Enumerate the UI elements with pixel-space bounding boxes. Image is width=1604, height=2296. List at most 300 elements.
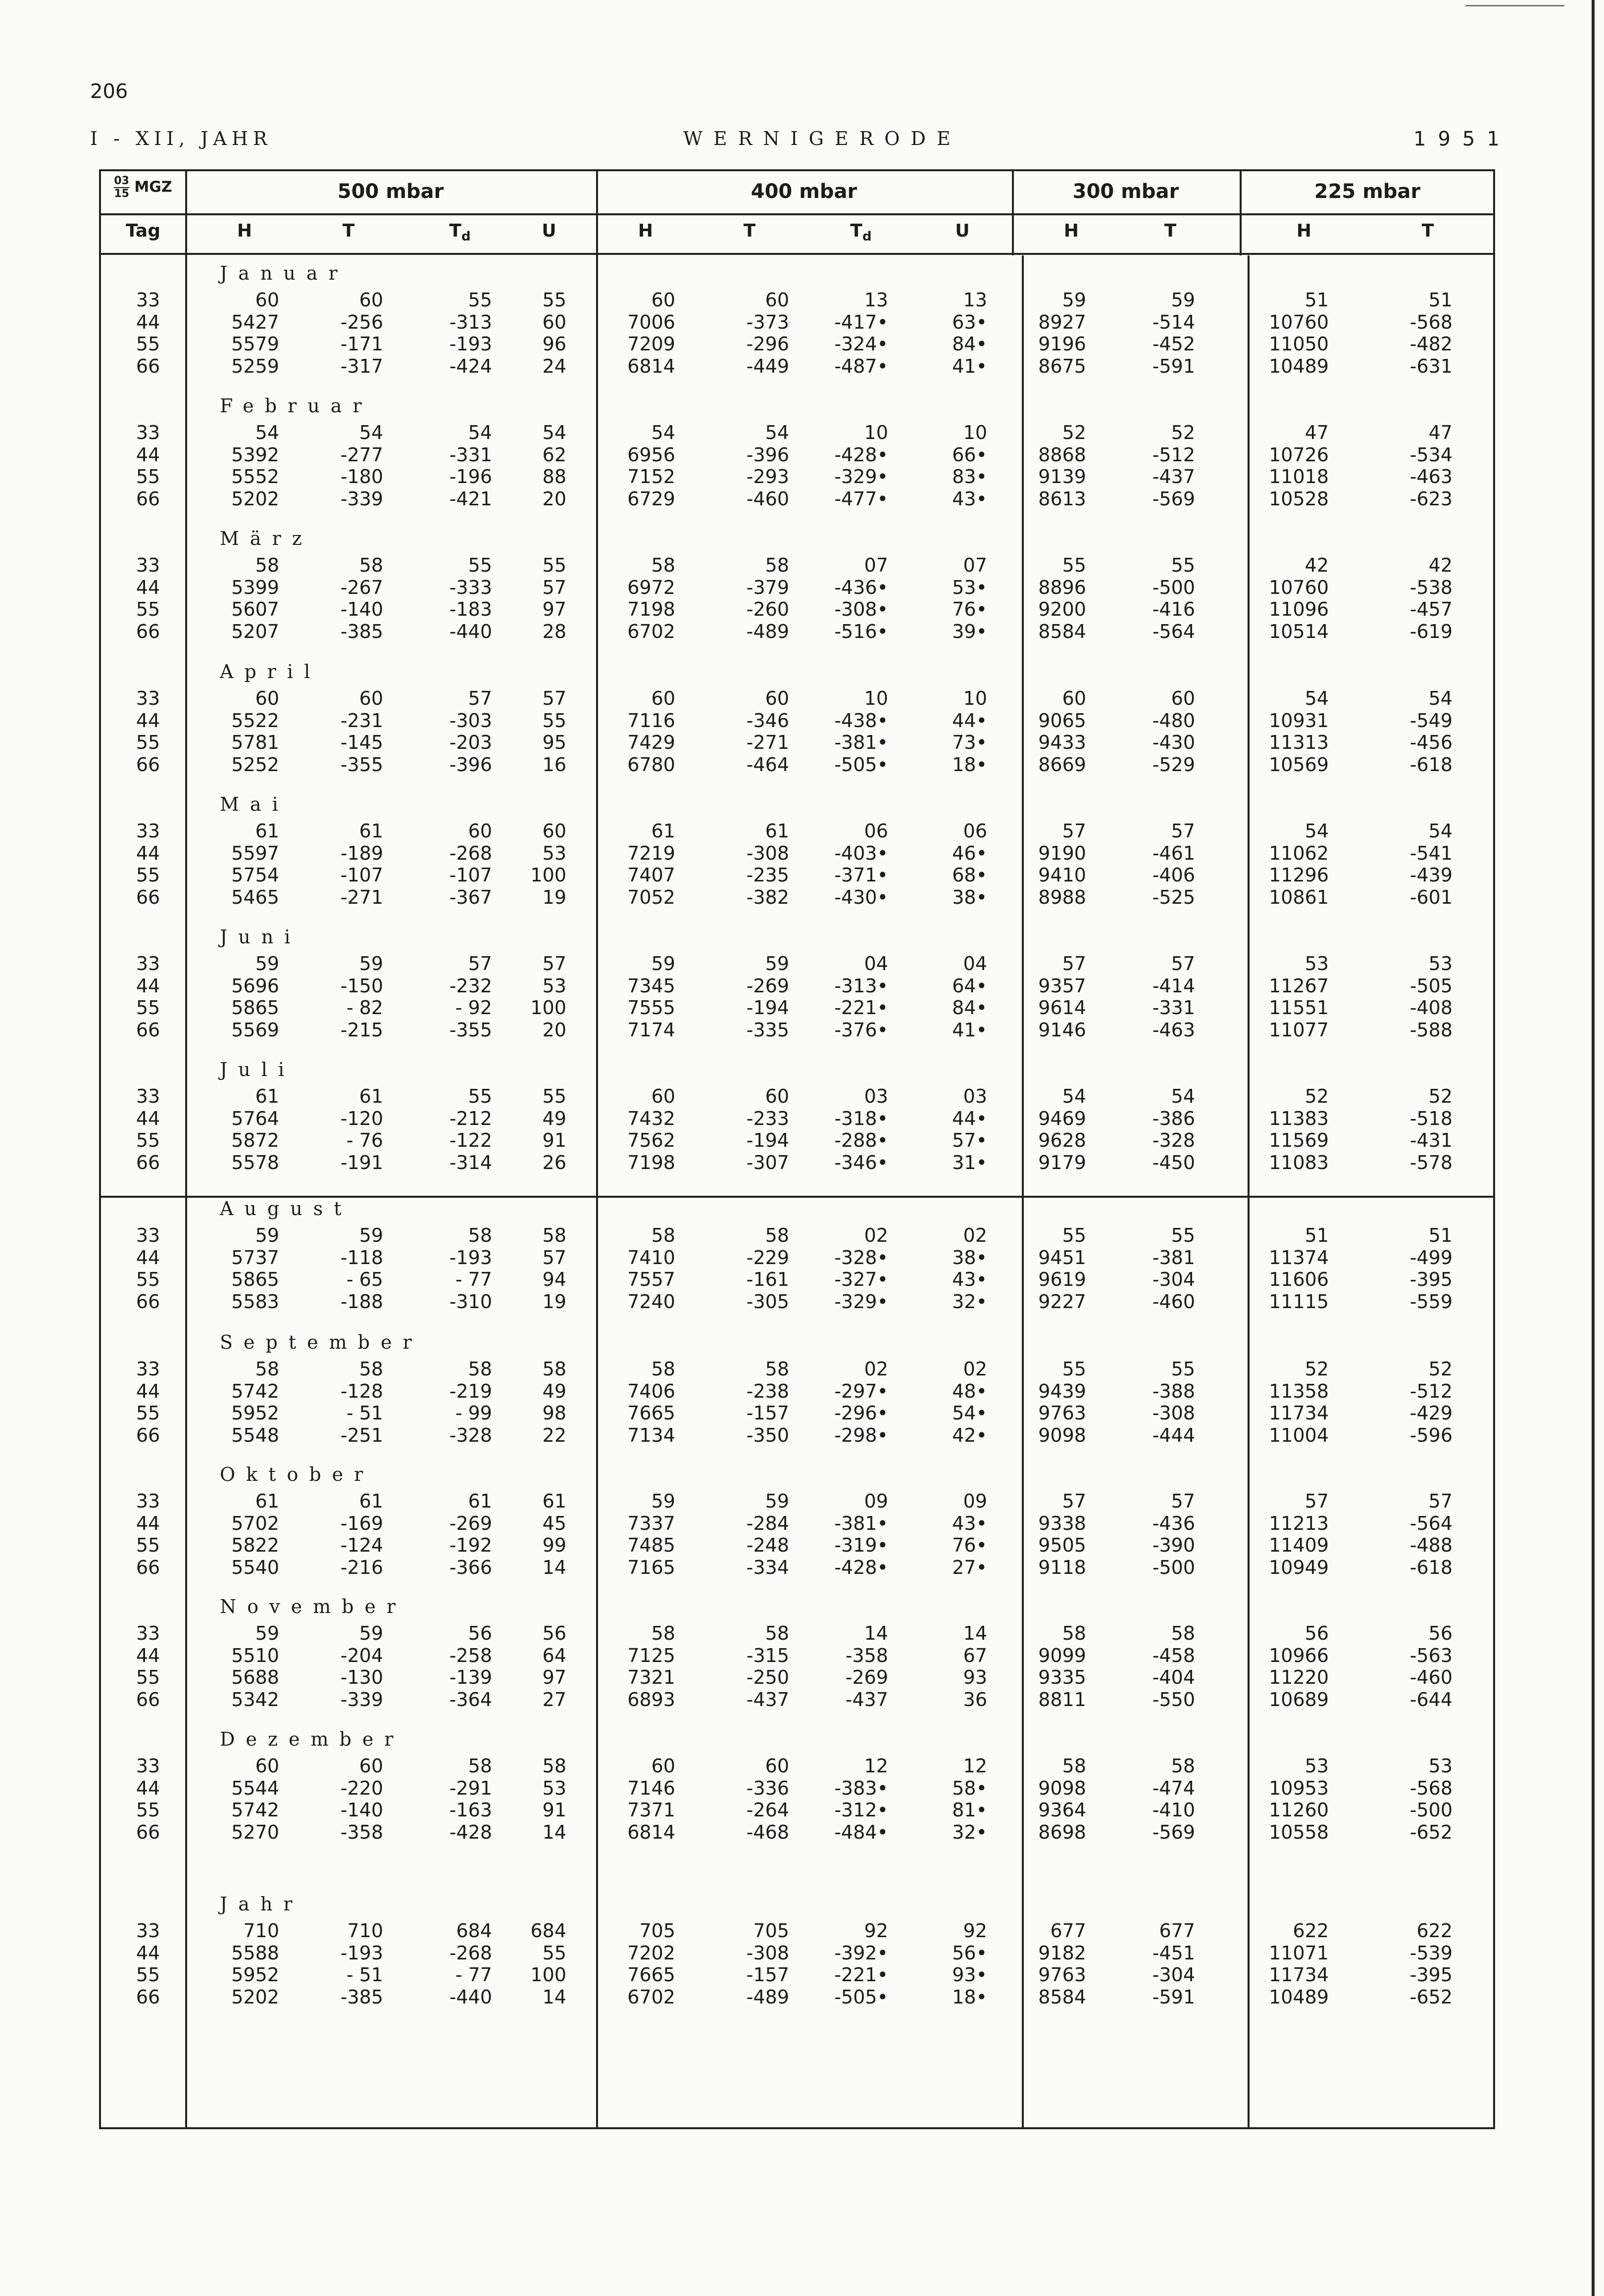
table-cell: 7410: [627, 1246, 675, 1269]
table-cell: -293: [746, 466, 789, 488]
table-cell: 5510: [231, 1644, 279, 1666]
table-cell: 57: [542, 1246, 566, 1269]
table-cell: 7240: [627, 1290, 675, 1313]
table-cell: 705: [639, 1920, 675, 1942]
table-cell: 9619: [1038, 1269, 1086, 1290]
column-header: [430, 221, 490, 244]
table-cell: -652: [1409, 1821, 1453, 1843]
table-cell: -428•: [834, 1556, 888, 1578]
table-cell: -591: [1152, 355, 1195, 377]
table-cell: -538: [1409, 576, 1453, 598]
table-cell: 9628: [1038, 1129, 1086, 1151]
table-cell: -484•: [834, 1821, 888, 1843]
table-cell: 58: [255, 554, 279, 576]
table-cell: 61: [255, 820, 279, 842]
table-cell: 57: [542, 576, 566, 598]
table-cell: 9763: [1038, 1402, 1086, 1424]
table-cell: 8896: [1038, 576, 1086, 598]
table-cell: 58•: [952, 1777, 987, 1799]
table-cell: -229: [746, 1246, 789, 1269]
row-tag: 66: [136, 753, 160, 776]
table-cell: 06: [864, 820, 888, 842]
table-cell: 60: [765, 687, 789, 709]
table-cell: -379: [746, 576, 789, 598]
table-cell: - 99: [455, 1402, 492, 1424]
table-cell: 58: [359, 554, 383, 576]
table-cell: 54: [1428, 687, 1453, 709]
table-cell: 710: [243, 1920, 279, 1942]
table-cell: 11096: [1269, 598, 1329, 620]
table-cell: 58: [359, 1358, 383, 1380]
table-cell: 58: [255, 1358, 279, 1380]
month-label: Februar: [220, 395, 373, 417]
table-cell: 53•: [952, 576, 987, 598]
table-cell: -304: [1152, 1269, 1195, 1290]
table-cell: -500: [1409, 1799, 1453, 1821]
table-cell: -308: [746, 1942, 789, 1964]
table-cell: -436: [1152, 1512, 1195, 1534]
table-cell: 07: [963, 554, 987, 576]
table-cell: 55: [542, 554, 566, 576]
table-cell: 58: [1171, 1755, 1195, 1777]
table-cell: -619: [1409, 620, 1453, 642]
table-cell: 57: [1062, 953, 1086, 975]
table-cell: 7485: [627, 1534, 675, 1556]
table-cell: 54: [1304, 820, 1329, 842]
table-cell: 7174: [627, 1019, 675, 1041]
table-cell: -564: [1152, 620, 1195, 642]
table-cell: -269: [449, 1512, 492, 1534]
table-cell: 11313: [1269, 732, 1329, 753]
table-cell: -157: [746, 1964, 789, 1986]
table-cell: 02: [963, 1358, 987, 1380]
row-tag: 44: [136, 1512, 160, 1534]
table-cell: 94: [542, 1269, 566, 1290]
table-cell: -525: [1152, 886, 1195, 908]
table-cell: 45: [542, 1512, 566, 1534]
column-header: U: [542, 221, 556, 241]
table-cell: -430: [1152, 732, 1195, 753]
row-tag: 66: [136, 1688, 160, 1710]
table-cell: 59: [255, 1622, 279, 1644]
row-tag: 33: [136, 953, 160, 975]
table-cell: 6814: [627, 355, 675, 377]
table-cell: 7202: [627, 1942, 675, 1964]
table-cell: 93: [963, 1666, 987, 1688]
table-cell: 54: [255, 422, 279, 443]
row-tag: 33: [136, 1358, 160, 1380]
table-cell: 68•: [952, 864, 987, 886]
table-cell: 5465: [231, 886, 279, 908]
table-cell: -256: [340, 311, 383, 333]
table-cell: 5259: [231, 355, 279, 377]
table-cell: -550: [1152, 1688, 1195, 1710]
table-cell: 56•: [952, 1942, 987, 1964]
table-cell: 10: [864, 422, 888, 443]
table-cell: 88: [542, 466, 566, 488]
table-cell: -350: [746, 1424, 789, 1446]
table-cell: -623: [1409, 488, 1453, 510]
table-cell: -140: [340, 1799, 383, 1821]
table-cell: 18•: [952, 1986, 987, 2008]
table-cell: 61: [359, 820, 383, 842]
table-cell: 10949: [1269, 1556, 1329, 1578]
table-cell: -383•: [834, 1777, 888, 1799]
table-cell: -456: [1409, 732, 1453, 753]
row-tag: 33: [136, 289, 160, 311]
table-cell: 8584: [1038, 1986, 1086, 2008]
table-cell: 6729: [627, 488, 675, 510]
table-cell: 7321: [627, 1666, 675, 1688]
header-period: I - XII, JAHR: [90, 128, 272, 149]
table-cell: -191: [340, 1151, 383, 1173]
table-cell: -518: [1409, 1107, 1453, 1129]
table-cell: 11004: [1269, 1424, 1329, 1446]
table-cell: 93•: [952, 1964, 987, 1986]
table-cell: -303: [449, 709, 492, 732]
table-cell: 04: [963, 953, 987, 975]
table-cell: 60: [359, 289, 383, 311]
table-cell: 52: [1428, 1085, 1453, 1107]
table-cell: 57: [1062, 820, 1086, 842]
table-cell: 5822: [231, 1534, 279, 1556]
table-cell: 5781: [231, 732, 279, 753]
table-cell: - 65: [346, 1269, 383, 1290]
table-cell: 13: [963, 289, 987, 311]
table-cell: 57•: [952, 1129, 987, 1151]
header-year: 1951: [1413, 128, 1511, 150]
table-cell: 42: [1428, 554, 1453, 576]
table-cell: 58: [651, 1622, 675, 1644]
table-cell: 54: [468, 422, 492, 443]
table-cell: 9065: [1038, 709, 1086, 732]
table-cell: 7337: [627, 1512, 675, 1534]
table-cell: 54: [1171, 1085, 1195, 1107]
table-cell: -440: [449, 1986, 492, 2008]
table-cell: 7198: [627, 1151, 675, 1173]
table-cell: -238: [746, 1380, 789, 1402]
table-cell: -404: [1152, 1666, 1195, 1688]
table-cell: 54: [359, 422, 383, 443]
table-cell: 47: [1304, 422, 1329, 443]
month-label: Mai: [220, 793, 289, 815]
td-letter: T: [449, 221, 461, 241]
table-cell: -268: [449, 1942, 492, 1964]
row-tag: 44: [136, 1107, 160, 1129]
table-cell: 10514: [1269, 620, 1329, 642]
table-cell: 5579: [231, 333, 279, 355]
table-cell: -428: [449, 1821, 492, 1843]
row-tag: 44: [136, 975, 160, 997]
table-cell: 9410: [1038, 864, 1086, 886]
table-cell: 58: [468, 1224, 492, 1246]
table-cell: -331: [449, 443, 492, 466]
table-cell: 02: [963, 1224, 987, 1246]
table-cell: 57: [468, 953, 492, 975]
table-cell: -477•: [834, 488, 888, 510]
table-cell: 51: [1428, 1224, 1453, 1246]
row-tag: 66: [136, 886, 160, 908]
table-cell: 67: [963, 1644, 987, 1666]
table-cell: -339: [340, 1688, 383, 1710]
table-cell: -429: [1409, 1402, 1453, 1424]
table-cell: -122: [449, 1129, 492, 1151]
table-cell: -107: [449, 864, 492, 886]
table-cell: 76•: [952, 1534, 987, 1556]
table-cell: -371•: [834, 864, 888, 886]
table-cell: 10558: [1269, 1821, 1329, 1843]
row-tag: 55: [136, 1799, 160, 1821]
table-cell: 52: [1062, 422, 1086, 443]
table-cell: 53: [1304, 1755, 1329, 1777]
table-cell: -618: [1409, 1556, 1453, 1578]
table-cell: -193: [449, 333, 492, 355]
table-cell: 11551: [1269, 997, 1329, 1019]
table-cell: 73•: [952, 732, 987, 753]
table-cell: 59: [651, 1490, 675, 1512]
table-cell: -189: [340, 842, 383, 864]
table-cell: -235: [746, 864, 789, 886]
row-tag: 66: [136, 1424, 160, 1446]
table-cell: -457: [1409, 598, 1453, 620]
table-cell: 100: [530, 1964, 566, 1986]
row-tag: 33: [136, 1224, 160, 1246]
table-cell: -304: [1152, 1964, 1195, 1986]
table-cell: -269: [845, 1666, 888, 1688]
month-label: Jahr: [220, 1893, 303, 1915]
table-cell: 7116: [627, 709, 675, 732]
table-cell: -414: [1152, 975, 1195, 997]
table-cell: 9098: [1038, 1777, 1086, 1799]
table-cell: 55: [468, 554, 492, 576]
table-cell: 91: [542, 1129, 566, 1151]
table-cell: 9227: [1038, 1290, 1086, 1313]
table-cell: 53: [1428, 1755, 1453, 1777]
table-cell: 63•: [952, 311, 987, 333]
table-cell: -329•: [834, 466, 888, 488]
table-cell: 11260: [1269, 1799, 1329, 1821]
table-cell: 61: [359, 1490, 383, 1512]
table-cell: 7219: [627, 842, 675, 864]
table-cell: -385: [340, 1986, 383, 2008]
row-tag: 55: [136, 1534, 160, 1556]
table-cell: 10931: [1269, 709, 1329, 732]
table-cell: 7165: [627, 1556, 675, 1578]
table-cell: -450: [1152, 1151, 1195, 1173]
table-cell: -335: [746, 1019, 789, 1041]
table-cell: 95: [542, 732, 566, 753]
table-cell: -410: [1152, 1799, 1195, 1821]
row-tag: 33: [136, 1920, 160, 1942]
table-cell: -431: [1409, 1129, 1453, 1151]
table-cell: 52: [1304, 1358, 1329, 1380]
table-cell: 11220: [1269, 1666, 1329, 1688]
table-cell: 5696: [231, 975, 279, 997]
table-cell: -406: [1152, 864, 1195, 886]
table-cell: 10528: [1269, 488, 1329, 510]
table-cell: 10489: [1269, 355, 1329, 377]
table-cell: -194: [746, 997, 789, 1019]
table-cell: 11018: [1269, 466, 1329, 488]
page-edge-shadow: [1592, 0, 1595, 2296]
table-cell: 57: [1062, 1490, 1086, 1512]
column-header: T: [1164, 221, 1177, 241]
table-cell: 61: [468, 1490, 492, 1512]
table-cell: 705: [753, 1920, 789, 1942]
table-cell: -514: [1152, 311, 1195, 333]
table-cell: 9614: [1038, 997, 1086, 1019]
table-cell: -307: [746, 1151, 789, 1173]
table-cell: -291: [449, 1777, 492, 1799]
table-cell: -373: [746, 311, 789, 333]
table-cell: -489: [746, 620, 789, 642]
table-cell: 53: [542, 842, 566, 864]
table-cell: -403•: [834, 842, 888, 864]
table-cell: -618: [1409, 753, 1453, 776]
table-cell: -319•: [834, 1534, 888, 1556]
table-cell: 60: [359, 687, 383, 709]
table-cell: 58: [468, 1755, 492, 1777]
table-cell: -588: [1409, 1019, 1453, 1041]
table-cell: 53: [1304, 953, 1329, 975]
table-cell: 09: [963, 1490, 987, 1512]
table-cell: 10726: [1269, 443, 1329, 466]
table-cell: 07: [864, 554, 888, 576]
table-cell: 10: [864, 687, 888, 709]
table-cell: -428•: [834, 443, 888, 466]
table-cell: 9505: [1038, 1534, 1086, 1556]
table-cell: -183: [449, 598, 492, 620]
table-cell: -578: [1409, 1151, 1453, 1173]
table-cell: 96: [542, 333, 566, 355]
table-cell: 38•: [952, 886, 987, 908]
table-cell: 7134: [627, 1424, 675, 1446]
column-header: T: [1421, 221, 1434, 241]
table-cell: 55: [1062, 554, 1086, 576]
table-cell: 20: [542, 488, 566, 510]
table-cell: 5270: [231, 1821, 279, 1843]
table-cell: 04: [864, 953, 888, 975]
table-cell: 677: [1159, 1920, 1195, 1942]
column-header: H: [1296, 221, 1312, 241]
table-cell: 19: [542, 1290, 566, 1313]
divider-horizontal: [101, 253, 1493, 255]
table-cell: 6972: [627, 576, 675, 598]
table-cell: -396: [449, 753, 492, 776]
table-cell: 622: [1416, 1920, 1453, 1942]
table-cell: -192: [449, 1534, 492, 1556]
table-cell: 60: [542, 311, 566, 333]
table-cell: -499: [1409, 1246, 1453, 1269]
table-cell: 56: [1304, 1622, 1329, 1644]
table-cell: -128: [340, 1380, 383, 1402]
table-cell: 84•: [952, 333, 987, 355]
header-station: WERNIGERODE: [683, 128, 961, 149]
table-cell: 11267: [1269, 975, 1329, 997]
table-cell: 58: [765, 1224, 789, 1246]
row-tag: 44: [136, 709, 160, 732]
table-cell: -203: [449, 732, 492, 753]
table-cell: 44•: [952, 1107, 987, 1129]
table-cell: 5764: [231, 1107, 279, 1129]
table-cell: 5754: [231, 864, 279, 886]
table-cell: -215: [340, 1019, 383, 1041]
table-cell: -468: [746, 1821, 789, 1843]
table-cell: 26: [542, 1151, 566, 1173]
table-cell: -308: [1152, 1402, 1195, 1424]
table-cell: -392•: [834, 1942, 888, 1964]
table-cell: 48•: [952, 1380, 987, 1402]
table-cell: 31•: [952, 1151, 987, 1173]
table-cell: -367: [449, 886, 492, 908]
table-cell: 8613: [1038, 488, 1086, 510]
row-tag: 33: [136, 687, 160, 709]
table-cell: 54: [1304, 687, 1329, 709]
table-cell: 8584: [1038, 620, 1086, 642]
table-cell: 5737: [231, 1246, 279, 1269]
table-cell: 57: [542, 953, 566, 975]
table-cell: -421: [449, 488, 492, 510]
table-cell: -139: [449, 1666, 492, 1688]
row-tag: 44: [136, 1380, 160, 1402]
table-cell: 59: [255, 953, 279, 975]
data-table: [99, 169, 1495, 2129]
table-cell: 64: [542, 1644, 566, 1666]
table-cell: 10569: [1269, 753, 1329, 776]
table-cell: 58: [468, 1358, 492, 1380]
table-cell: 92: [963, 1920, 987, 1942]
table-cell: -364: [449, 1688, 492, 1710]
table-cell: 684: [530, 1920, 566, 1942]
column-header: T: [342, 221, 355, 241]
table-cell: -334: [746, 1556, 789, 1578]
table-cell: 59: [1062, 289, 1086, 311]
table-cell: -118: [340, 1246, 383, 1269]
table-cell: 11569: [1269, 1129, 1329, 1151]
table-cell: 55: [542, 709, 566, 732]
row-tag: 44: [136, 842, 160, 864]
table-cell: 10861: [1269, 886, 1329, 908]
table-cell: -288•: [834, 1129, 888, 1151]
table-cell: -258: [449, 1644, 492, 1666]
table-cell: 53: [542, 975, 566, 997]
table-cell: -388: [1152, 1380, 1195, 1402]
table-cell: -324•: [834, 333, 888, 355]
table-cell: -395: [1409, 1269, 1453, 1290]
table-cell: -305: [746, 1290, 789, 1313]
table-cell: 60: [651, 289, 675, 311]
table-cell: -107: [340, 864, 383, 886]
table-cell: -482: [1409, 333, 1453, 355]
table-cell: 54: [542, 422, 566, 443]
table-cell: -460: [1409, 1666, 1453, 1688]
table-cell: 83•: [952, 466, 987, 488]
table-cell: -221•: [834, 997, 888, 1019]
table-cell: -212: [449, 1107, 492, 1129]
table-cell: -437: [845, 1688, 888, 1710]
table-cell: -452: [1152, 333, 1195, 355]
table-cell: 8868: [1038, 443, 1086, 466]
table-cell: -512: [1409, 1380, 1453, 1402]
table-cell: 56: [468, 1622, 492, 1644]
table-cell: -196: [449, 466, 492, 488]
table-cell: 5540: [231, 1556, 279, 1578]
table-cell: 677: [1050, 1920, 1086, 1942]
table-cell: 7146: [627, 1777, 675, 1799]
table-cell: -296•: [834, 1402, 888, 1424]
table-cell: 61: [542, 1490, 566, 1512]
table-cell: 58: [1171, 1622, 1195, 1644]
